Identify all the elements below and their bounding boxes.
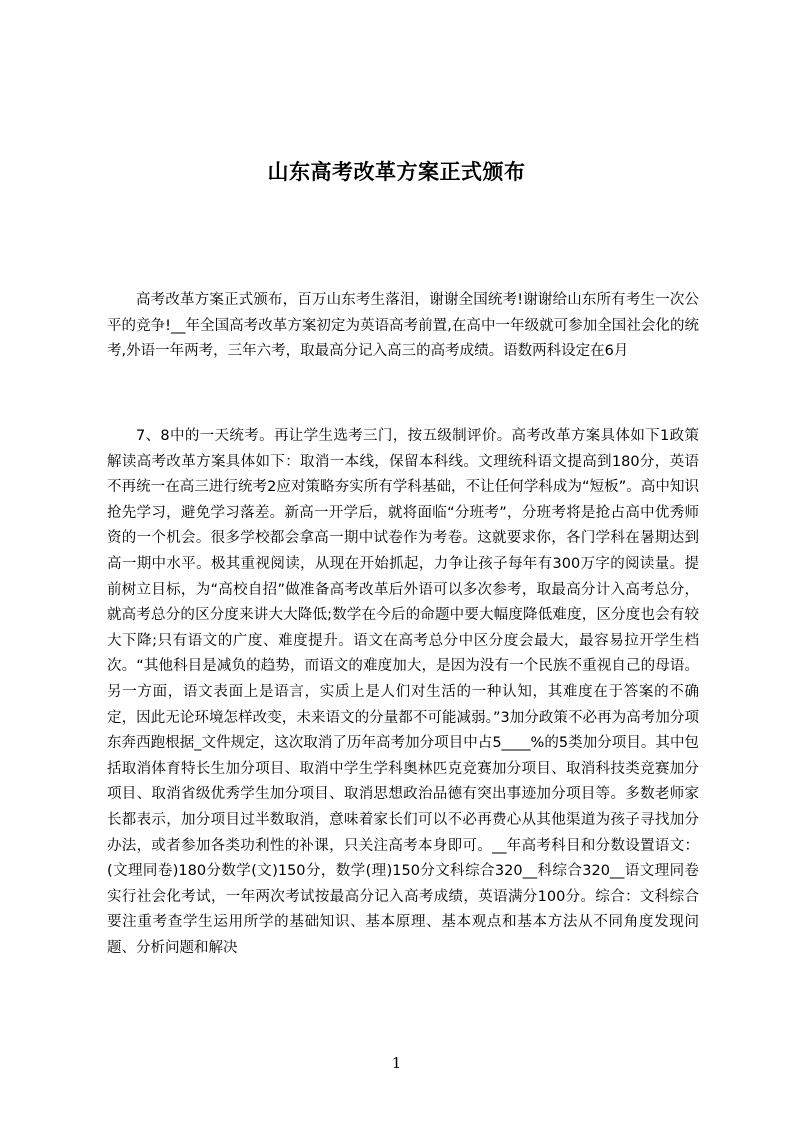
body-paragraph-2: 7、8中的一天统考。再让学生选考三门，按五级制评价。高考改革方案具体如下1政策解读高考改革方案具体如下：取消一本线，保留本科线。文理统科语文提高到180分，英语不再统一在高三进行统考2应对策略夯实所有学科基础，不让任何学科成为“短板”。高中知识抢先学习，避免学习落差。新高一开学后，就将面临“分班考”，分班考将是抢占高中优秀师资的一个机会。很多学校都会拿高一期中试卷作为考卷。这就要求你，各门学科在暑期达到高一期中水平。极其重视阅读，从现在开始抓起，力争让孩子每年有300万字的阅读量。提前树立目标，为“高校自招”做准备高考改革后外语可以多次参考，取最高分计入高考总分，就高考总分的区分度来讲大大降低;数学在今后的命题中要大幅度降低难度，区分度也会有较大下降;只有语文的广度、难度提升。语文在高考总分中区分度会最大，最容易拉开学生档次。“其他科目是减负的趋势，而语文的难度加大，是因为没有一个民族不重视自己的母语。另一方面，语文表面上是语言，实质上是人们对生活的一种认知，其难度在于答案的不确定，因此无论环境怎样改变，未来语文的分量都不可能减弱。”3加分政策不必再为高考加分项东奔西跑根据_文件规定，这次取消了历年高考加分项目中占5____%的5类加分项目。其中包括取消体育特长生加分项目、取消中学生学科奥林匹克竞赛加分项目、取消科技类竞赛加分项目、取消省级优秀学生加分项目、取消思想政治品德有突出事迹加分项目等。多数老师家长都表示，加分项目过半数取消，意味着家长们可以不必再费心从其他渠道为孩子寻找加分办法，或者参加各类功利性的补课，只关注高考本身即可。__年高考科目和分数设置语文：(文理同卷)180分数学(文)150分，数学(理)150分文科综合320__科综合320__语文理同卷实行社会化考试，一年两次考试按最高分记入高考成绩，英语满分100分。综合：文科综合要注重考查学生运用所学的基础知识、基本原理、基本观点和基本方法从不同角度发现问题、分析问题和解决 [107,428,699,956]
page-title: 山东高考改革方案正式颁布 [267,160,526,185]
body-paragraph-1: 高考改革方案正式颁布，百万山东考生落泪，谢谢全国统考!谢谢给山东所有考生一次公平的竞争!__年全国高考改革方案初定为英语高考前置,在高中一年级就可参加全国社会化的统考,外语一年两考，三年六考，取最高分记入高三的高考成绩。语数两科设定在6月 [107,292,699,360]
page-number: 1 [391,1054,402,1072]
